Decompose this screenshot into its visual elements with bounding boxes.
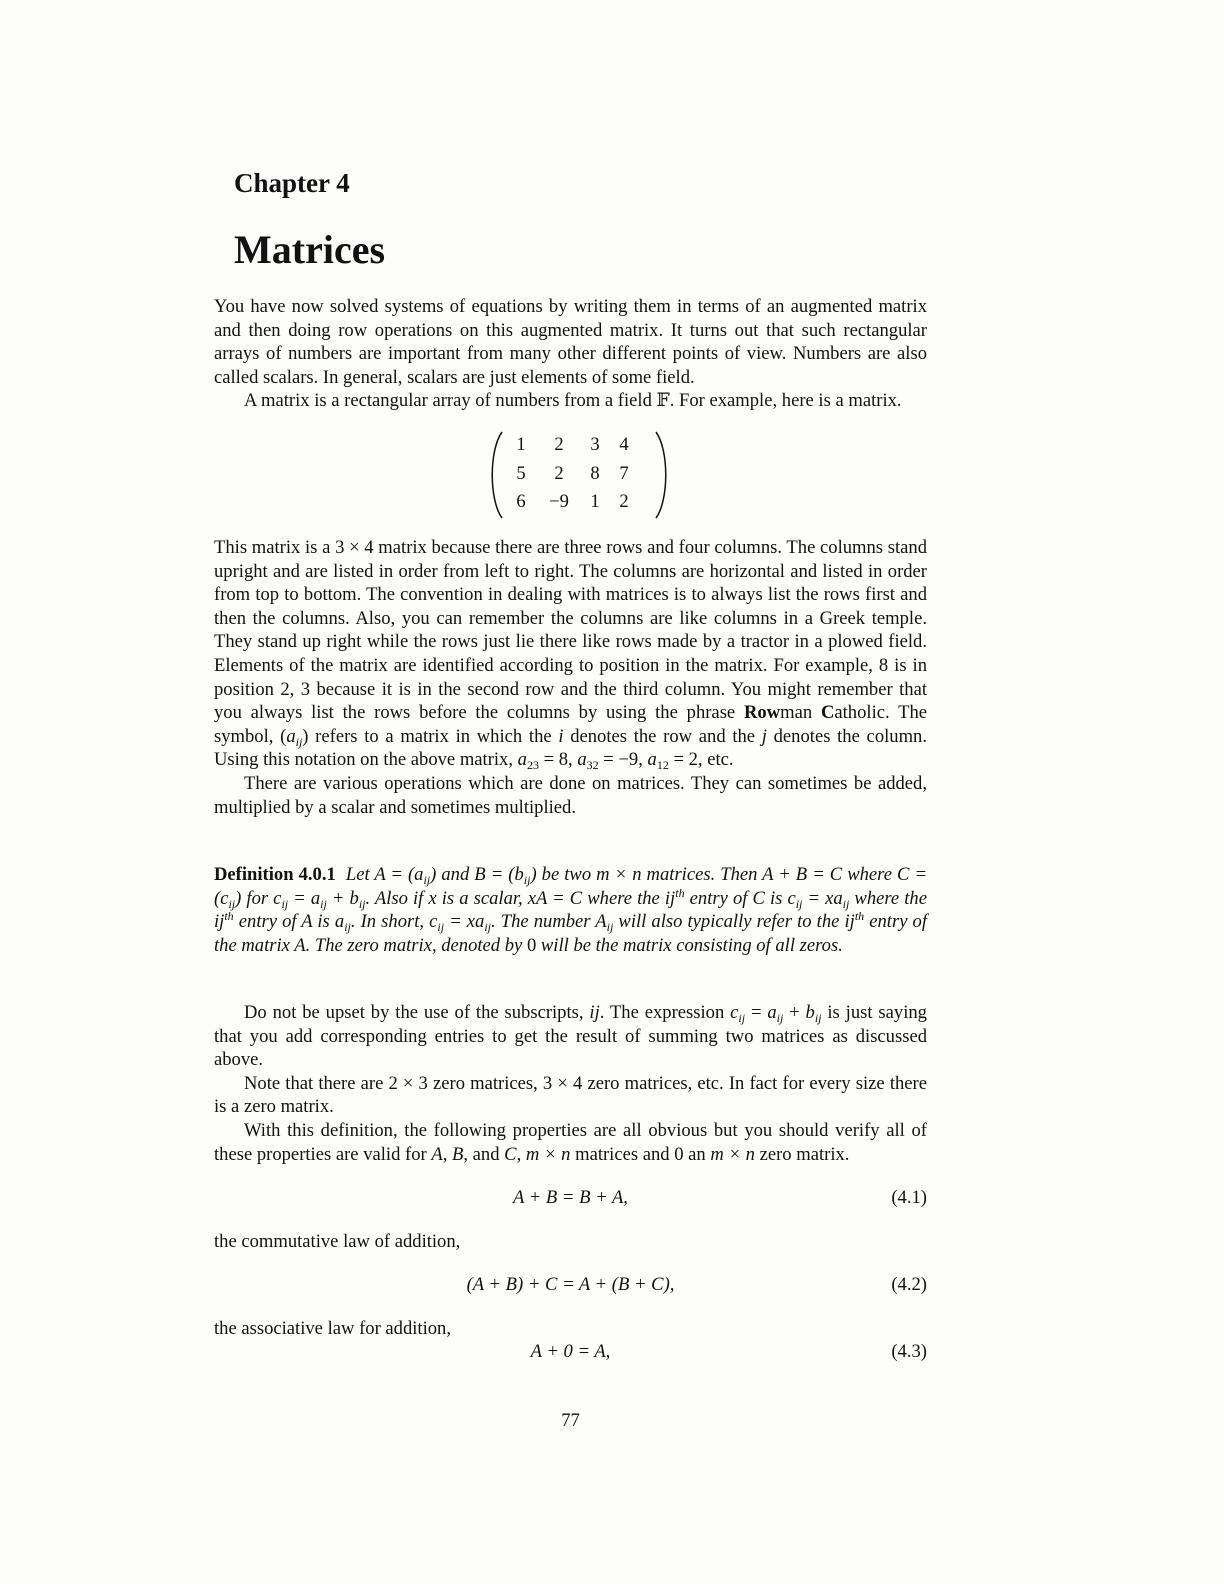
- matrix-entry: 3: [590, 434, 600, 455]
- zero-matrix-paragraph: Note that there are 2 × 3 zero matrices, 3 × 4 zero matrices, etc. In fact for every size there is a zero matrix.: [214, 1072, 927, 1118]
- matrix-entry: 5: [516, 462, 526, 484]
- matrix-entry: 8: [590, 462, 600, 484]
- matrix-entries: [505, 434, 639, 520]
- matrix-entry: 6: [516, 491, 526, 512]
- matrix-entry: 2: [554, 434, 564, 455]
- matrix-entry: 2: [619, 491, 629, 512]
- equation-formula: (A + B) + C = A + (B + C),: [466, 1274, 675, 1295]
- chapter-label: Chapter 4: [234, 168, 350, 198]
- operations-paragraph: There are various operations which are done on matrices. They can sometimes be added, multiplied by a scalar and sometimes multiplied.: [214, 772, 927, 818]
- matrix-entry: −9: [549, 491, 569, 512]
- equation-caption: the associative law for addition,: [214, 1318, 451, 1339]
- equation-formula: A + 0 = A,: [530, 1341, 611, 1362]
- matrix-intro-paragraph: A matrix is a rectangular array of numbers from a field 𝔽. For example, here is a matrix.: [244, 390, 902, 412]
- post-definition-section: [214, 1001, 927, 1166]
- definition-paragraph: Definition 4.0.1 Let $A = (a_{ij})$ and $B = (b_{ij})$ be two m × n matrices. Then A + B = C where $C = (c_{ij})$ for $c_{ij} = a_{ij} + b_{ij}$. Also if x is a scalar, xA = C where the $ij^{th}$ entry of C is $c_{ij} = xa_{ij}$ where the $ij^{th}$ entry of A is $a_{ij}$. In short, $c_{ij} = xa_{ij}$. The number $A_{ij}$ will also typically refer to the $ij^{th}$ entry of the matrix A. The zero matrix, denoted by 0 will be the matrix consisting of all zeros.: [214, 864, 928, 956]
- matrix-entry: 4: [619, 434, 629, 455]
- matrix-entry: 1: [516, 434, 526, 455]
- page-number: 77: [561, 1410, 580, 1431]
- chapter-title: Matrices: [234, 227, 386, 272]
- definition-label: Definition 4.0.1: [214, 864, 336, 885]
- equation-4-1: [214, 1187, 927, 1211]
- equation-formula: A + B = B + A,: [513, 1187, 628, 1208]
- example-matrix: [489, 430, 669, 520]
- matrix-entry: 1: [590, 491, 600, 512]
- equation-caption: the commutative law of addition,: [214, 1231, 461, 1252]
- left-paren: [489, 430, 505, 520]
- right-paren: [653, 430, 669, 520]
- intro-paragraph: You have now solved systems of equations by writing them in terms of an augmented matrix and then doing row operations on this augmented matrix. It turns out that such rectangular arrays of numbers are important from many other different points of view. Numbers are also called scalars. In general, scalars are just elements of some field.: [214, 296, 927, 388]
- subscripts-paragraph: Do not be upset by the use of the subscripts, ij. The expression $c_{ij} = a_{ij} + b_{ij}$ is just saying that you add corresponding entries to get the result of summing two matrices as discussed above.: [214, 1002, 927, 1071]
- explanation-section: [214, 536, 927, 819]
- properties-paragraph: With this definition, the following properties are all obvious but you should verify all of these properties are valid for A, B, and C, m × n matrices and 0 an m × n zero matrix.: [214, 1119, 927, 1165]
- equation-number: (4.1): [891, 1187, 927, 1208]
- definition-4-0-1: [214, 863, 927, 957]
- equation-4-3: [214, 1341, 927, 1365]
- intro-section: [214, 295, 927, 413]
- equation-4-2: [214, 1274, 927, 1298]
- explanation-paragraph: This matrix is a 3 × 4 matrix because there are three rows and four columns. The columns stand upright and are listed in order from left to right. The columns are horizontal and listed in order from top to bottom. The convention in dealing with matrices is to always list the rows first and then the columns. Also, you can remember the columns are like columns in a Greek temple. They stand up right while the rows just lie there like rows made by a tractor in a plowed field. Elements of the matrix are identified according to position in the matrix. For example, 8 is in position 2, 3 because it is in the second row and the third column. You might remember that you always list the rows before the columns by using the phrase Rowman Catholic. The symbol, $(a_{ij})$ refers to a matrix in which the i denotes the row and the j denotes the column. Using this notation on the above matrix, $a_{23} = 8$, $a_{32} = -9$, $a_{12} = 2$, etc.: [214, 537, 928, 773]
- matrix-entry: 2: [554, 462, 564, 484]
- equation-number: (4.3): [891, 1341, 927, 1362]
- equation-number: (4.2): [891, 1274, 927, 1295]
- matrix-entry: 7: [619, 462, 629, 484]
